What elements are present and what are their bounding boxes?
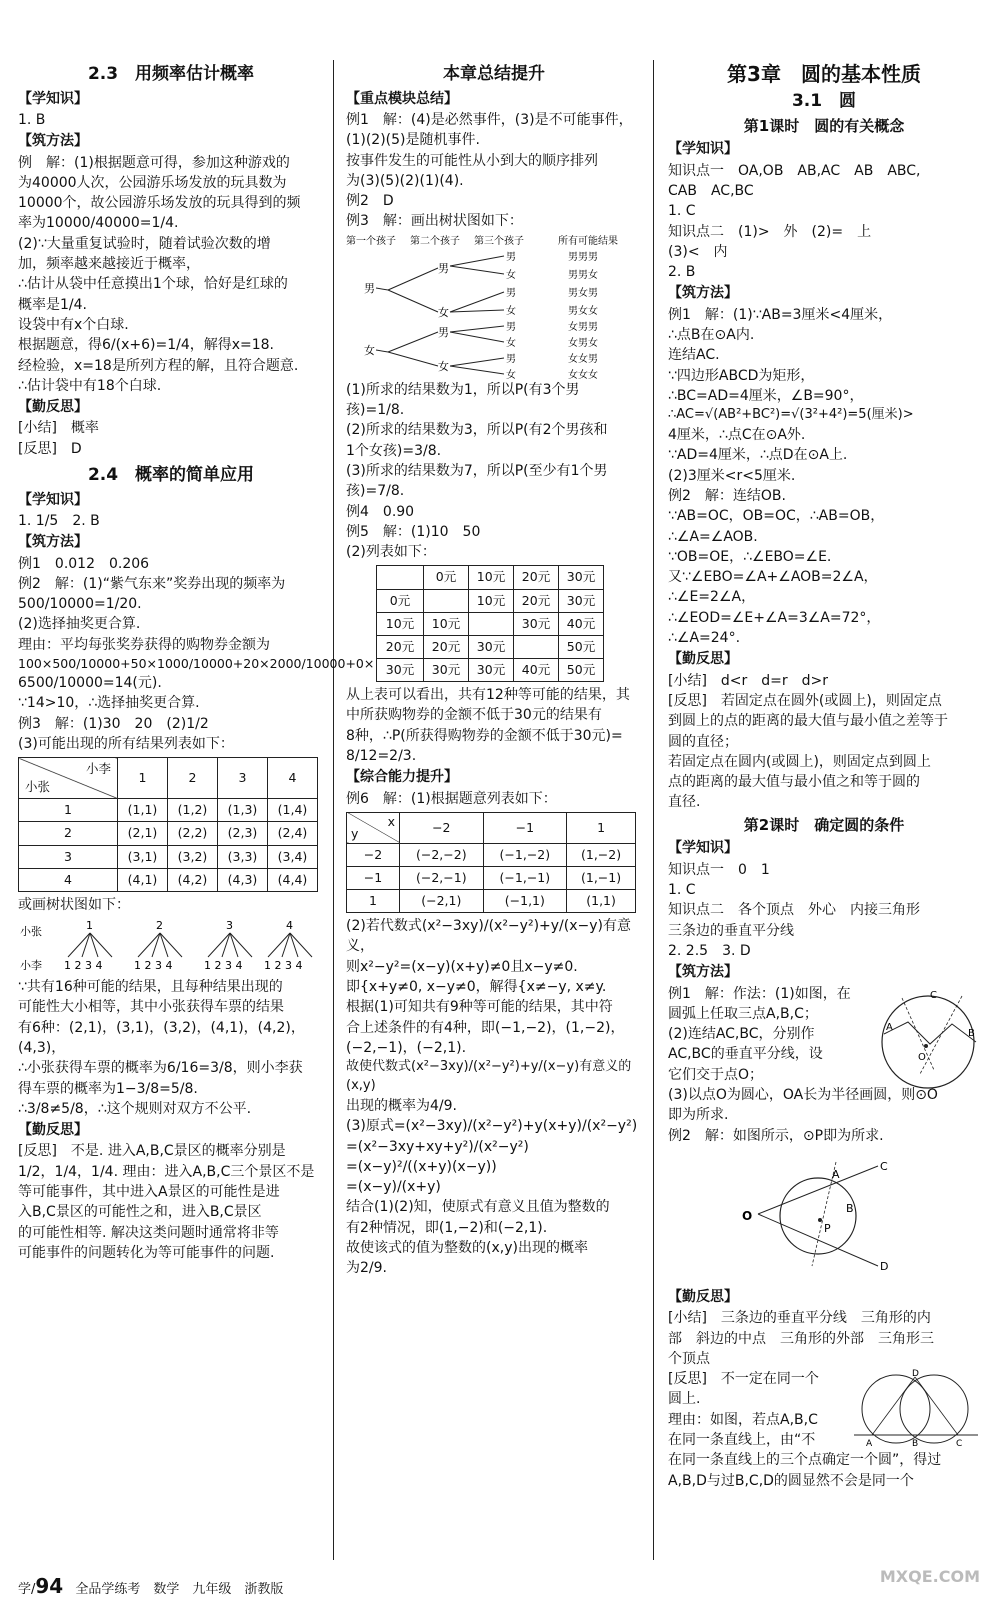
table-cell: 50元: [559, 635, 604, 658]
table-corner-x: x: [387, 813, 395, 829]
table-cell: (2,4): [268, 822, 318, 845]
text-line: (3)以点O为圆心，OA长为半径画圆，则⊙O: [668, 1087, 938, 1104]
text-line: 圆弧上任取三点A,B,C；: [668, 1005, 818, 1022]
lesson-title: 第2课时 确定圆的条件: [743, 815, 905, 834]
text-line: 它们交于点O；: [668, 1066, 764, 1083]
answer: 1. C: [668, 203, 696, 220]
table-cell: 20元: [514, 589, 559, 612]
text-line: 直径.: [668, 794, 701, 811]
text-line: [小结] d<r d=r d>r: [668, 672, 829, 689]
table-col-header: −2: [400, 812, 484, 843]
text-line: 知识点二 (1)> 外 (2)= 上: [668, 223, 872, 240]
text-line: 理由：如图，若点A,B,C: [668, 1411, 818, 1428]
text-line: ∴估计从袋中任意摸出1个球，恰好是红球的: [18, 276, 288, 293]
text-line: 部 斜边的中点 三角形的外部 三角形三: [668, 1330, 934, 1347]
table-cell: (1,1): [118, 799, 168, 822]
text-line: ∴∠A=24°.: [668, 630, 741, 647]
text-line: 到圆上的点的距离的最大值与最小值之差等于: [668, 713, 948, 730]
text-line: (2)∵大量重复试验时，随着试验次数的增: [18, 235, 271, 252]
text-line: ∴∠A=∠AOB.: [668, 528, 758, 545]
text-line: =(x²−3xy+xy+y²)/(x²−y²): [346, 1138, 529, 1155]
table-cell: 30元: [514, 612, 559, 635]
text-line: (2)选择抽奖更合算.: [18, 616, 141, 633]
tag-label: 【 勤反思 】: [668, 649, 980, 669]
text-line: ∵共有16种可能的结果，且每种结果出现的: [18, 979, 283, 996]
tree-node-boy: 男: [506, 251, 516, 263]
tree-node-girl: 女: [438, 359, 449, 373]
table-row-header: 3: [19, 845, 118, 868]
table-row: [377, 635, 604, 658]
tag-label: 【 学知识 】: [668, 139, 980, 159]
text-line: 设袋中有x个白球.: [18, 316, 129, 333]
table-cell: [469, 612, 514, 635]
text-line: 即为所求.: [668, 1107, 729, 1124]
text-line: 有2种情况，即(1,−2)和(−2,1).: [346, 1219, 548, 1236]
text-line: (1)(2)(5)是随机事件.: [346, 132, 480, 149]
text-line: 中所获购物券的金额不低于30元的结果有: [346, 707, 602, 724]
tree-header: 第一个孩子: [346, 235, 396, 247]
text-line: 即{x+y≠0, x−y≠0，解得{x≠−y, x≠y.: [346, 979, 607, 996]
text-line: A,B,D与过B,C,D的圆显然不会是同一个: [668, 1472, 914, 1489]
point-label-c: C: [880, 1159, 888, 1173]
tree-node-girl: 女: [506, 369, 516, 380]
text-line: 圆的直径；: [668, 733, 738, 750]
table-col-header: 30元: [559, 566, 604, 589]
text-line: 按事件发生的可能性从小到大的顺序排列: [346, 152, 598, 169]
text-line: 孩)=7/8.: [346, 483, 405, 500]
table-cell: 30元: [469, 658, 514, 681]
money-table: [376, 565, 604, 682]
table-cell: 40元: [559, 612, 604, 635]
text-line: 例1 0.012 0.206: [18, 555, 150, 572]
table-cell: (−1,−2): [483, 843, 567, 866]
table-cell: (3,4): [268, 845, 318, 868]
tree-node-boy: 男: [438, 261, 449, 275]
table-cell: (3,1): [118, 845, 168, 868]
text-line: 知识点二 各个顶点 外心 内接三角形: [668, 902, 920, 919]
xy-table: [346, 812, 636, 913]
tree-node-boy: 男: [438, 325, 449, 339]
tree-diagram: [18, 915, 324, 977]
table-row: [347, 843, 636, 866]
text-line: (−2,−1)，(−2,1).: [346, 1039, 467, 1056]
text-line: ∵AD=4厘米，∴点D在⊙A上.: [668, 447, 848, 464]
text-line: 100×500/10000+50×1000/10000+20×2000/10000+0×: [18, 656, 375, 671]
text-line: =(x−y)/(x+y): [346, 1179, 441, 1196]
text-line: 1/2，1/4，1/4. 理由：进入A,B,C三个景区不是: [18, 1163, 315, 1180]
point-label-p: P: [824, 1221, 831, 1235]
text-line: 加，频率越来越接近于概率，: [18, 256, 200, 273]
table-cell: (1,−2): [567, 843, 636, 866]
table-cell: 10元: [424, 612, 469, 635]
tree-leaves: 1 2 3 4: [134, 959, 173, 973]
text-line: 知识点一 OA,OB AB,AC AB ABC,: [668, 162, 921, 179]
text-line: ∴∠E=2∠A，: [668, 589, 756, 606]
text-line: 10000个，故公园游乐场发放的玩具得到的频: [18, 195, 301, 212]
table-cell: (3,2): [168, 845, 218, 868]
tree-result: 男男女: [568, 269, 598, 281]
table-corner: [377, 566, 424, 589]
table-cell: (2,1): [118, 822, 168, 845]
text-line: (2)所求的结果数为3，所以P(有2个男孩和: [346, 422, 608, 439]
text-line: 为(3)(5)(2)(1)(4).: [346, 172, 464, 189]
result-table: [18, 757, 318, 892]
point-label-d: D: [912, 1369, 919, 1380]
children-tree-diagram: [346, 232, 642, 380]
text-line: 例1 解：作法：(1)如图，在: [668, 985, 851, 1002]
table-cell: 30元: [559, 589, 604, 612]
column-right: [668, 58, 980, 1491]
section-title: 3.1 圆: [791, 91, 857, 111]
text-line: 例3 解：画出树状图如下：: [346, 213, 523, 230]
table-cell: (−2,−1): [400, 866, 484, 889]
table-row-header: 10元: [377, 612, 424, 635]
text-line: (3)原式=(x²−3xy)/(x²−y²)+y(x+y)/(x²−y²): [346, 1118, 638, 1135]
tag-label: 【 学知识 】: [18, 89, 324, 109]
tree-node-boy: 男: [506, 353, 516, 365]
text-line: 例1 解：(4)是必然事件，(3)是不可能事件，: [346, 111, 633, 128]
tree-node: 4: [286, 919, 293, 933]
tree-node: 1: [86, 919, 93, 933]
section-title: 2.3 用频率估计概率: [87, 64, 255, 84]
tag-label: 【 勤反思 】: [18, 397, 324, 417]
table-row-header: 20元: [377, 635, 424, 658]
text-line: 500/10000=1/20.: [18, 596, 142, 613]
text-line: ∴估计袋中有18个白球.: [18, 377, 162, 394]
text-line: (3)< 内: [668, 243, 728, 260]
table-cell: (2,2): [168, 822, 218, 845]
tree-node: 2: [156, 919, 163, 933]
text-line: 或画树状图如下：: [18, 896, 130, 913]
text-line: 知识点一 0 1: [668, 861, 770, 878]
text-line: 等可能事件，其中进入A景区的可能性是进: [18, 1184, 280, 1201]
text-line: 在同一条直线上，由“不: [668, 1432, 816, 1449]
two-circles-diagram: [850, 1369, 980, 1447]
table-col-header: 10元: [469, 566, 514, 589]
table-row-header: −2: [347, 843, 400, 866]
table-row: [19, 868, 318, 891]
point-label-a: A: [866, 1439, 873, 1448]
table-row: [377, 589, 604, 612]
answer: 2. B: [668, 264, 696, 281]
reflection-with-figure: [668, 1369, 980, 1450]
text-line: 有6种：(2,1)，(3,1)，(3,2)，(4,1)，(4,2)，: [18, 1019, 305, 1036]
watermark: MXQE.COM: [879, 1566, 980, 1586]
tree-node-boy: 男: [364, 281, 375, 295]
answer: 1. C: [668, 882, 696, 899]
text-line: 点的距离的最大值与最小值之和等于圆的: [668, 774, 920, 791]
tree-label-li: 小李: [20, 959, 42, 973]
text-line: 合上述条件的有4种，即(−1,−2)，(1,−2)，: [346, 1019, 625, 1036]
text-line: 的可能性相等. 解决这类问题时通常将非等: [18, 1224, 279, 1241]
tree-leaves: 1 2 3 4: [264, 959, 303, 973]
table-row-header: 2: [19, 822, 118, 845]
text-line: ∵OB=OE，∴∠EBO=∠E.: [668, 548, 832, 565]
text-line: 连结AC.: [668, 347, 720, 364]
point-label-b: B: [968, 1027, 975, 1039]
table-row: [19, 822, 318, 845]
table-row: [377, 658, 604, 681]
tree-result: 男男男: [568, 251, 598, 263]
text-line: 理由：平均每张奖券获得的购物券金额为: [18, 636, 270, 653]
text-line: CAB AC,BC: [668, 182, 754, 199]
table-corner-top: 小李: [85, 761, 111, 777]
table-cell: (4,2): [168, 868, 218, 891]
tree-header: 第二个孩子: [410, 235, 460, 247]
lesson-title: 第1课时 圆的有关概念: [743, 116, 905, 135]
circle-construction-diagram: [872, 984, 980, 1092]
text-line: 经检验，x=18是所列方程的解，且符合题意.: [18, 357, 299, 374]
text-line: ∴小张获得车票的概率为6/16=3/8，则小李获: [18, 1060, 303, 1077]
tree-result: 女男女: [568, 337, 598, 349]
point-label-b: B: [912, 1439, 919, 1448]
section-title: 本章总结提升: [443, 64, 545, 84]
table-cell: (1,4): [268, 799, 318, 822]
text-line: 例1 解：(1)∵AB=3厘米<4厘米，: [668, 306, 893, 323]
table-row-header: −1: [347, 866, 400, 889]
text-line: 为2/9.: [346, 1260, 387, 1277]
text-line: 个顶点: [668, 1350, 710, 1367]
text-line: ∵14>10，∴选择抽奖更合算.: [18, 695, 200, 712]
text-line: 4厘米，∴点C在⊙A外.: [668, 427, 806, 444]
tree-result: 女女男: [568, 353, 598, 365]
tree-header: 所有可能结果: [558, 235, 618, 247]
page-footer: [18, 1572, 283, 1601]
table-col-header: 1: [567, 812, 636, 843]
text-line: [反思] 若固定点在圆外(或圆上)，则固定点: [668, 692, 942, 709]
tag-label: 【 筑方法 】: [668, 962, 980, 982]
footer-text: 全品学练考 数学 九年级 浙教版: [75, 1582, 284, 1597]
text-line: 率为10000/40000=1/4.: [18, 215, 179, 232]
table-cell: (−2,1): [400, 890, 484, 913]
column-divider: [653, 60, 654, 1560]
example-with-figure: [668, 984, 980, 1085]
tree-node-boy: 男: [506, 287, 516, 299]
text-line: 例4 0.90: [346, 503, 415, 520]
text-line: 入B,C景区的可能性之和，进入B,C景区: [18, 1204, 262, 1221]
answer: 1. B: [18, 111, 46, 128]
table-cell: [514, 635, 559, 658]
text-line: 得车票的概率为1−3/8=5/8.: [18, 1080, 198, 1097]
table-cell: 40元: [514, 658, 559, 681]
tag-label: 【 筑方法 】: [668, 283, 980, 303]
tree-result: 男女女: [568, 305, 598, 317]
text-line: ∴AC=√(AB²+BC²)=√(3²+4²)=5(厘米)>: [668, 407, 914, 423]
text-line: AC,BC的垂直平分线，设: [668, 1046, 823, 1063]
text-line: 概率是1/4.: [18, 296, 87, 313]
table-cell: (4,3): [218, 868, 268, 891]
table-row: [19, 845, 318, 868]
table-row-header: 1: [19, 799, 118, 822]
text-line: (1)所求的结果数为1，所以P(有3个男: [346, 381, 580, 398]
text-line: 故使代数式(x²−3xy)/(x²−y²)+y/(x−y)有意义的(x,y): [346, 1059, 632, 1094]
tree-result: 男女男: [568, 287, 598, 299]
tag-label: 【 勤反思 】: [668, 1287, 980, 1307]
table-row: [347, 890, 636, 913]
text-line: ∴3/8≠5/8，∴这个规则对双方不公平.: [18, 1100, 252, 1117]
tree-node-girl: 女: [506, 337, 516, 349]
text-line: 在同一条直线上的三个点确定一个圆”，得过: [668, 1452, 942, 1469]
text-line: 为40000人次，公园游乐场发放的玩具数为: [18, 174, 287, 191]
point-label-d: D: [880, 1259, 889, 1273]
text-line: 圆上.: [668, 1391, 701, 1408]
tree-result: 女男男: [568, 321, 598, 333]
text-line: (2)连结AC,BC，分别作: [668, 1026, 815, 1043]
tag-label: 【 学知识 】: [18, 490, 324, 510]
table-col-header: 4: [268, 758, 318, 799]
tag-label: 【 综合能力提升 】: [346, 767, 642, 787]
text-line: [反思] D: [18, 440, 82, 457]
table-cell: (4,4): [268, 868, 318, 891]
point-label-o: O: [918, 1051, 926, 1063]
table-row-header: 30元: [377, 658, 424, 681]
page-number: 94: [35, 1574, 64, 1598]
point-label-b: B: [846, 1201, 854, 1215]
table-col-header: 1: [118, 758, 168, 799]
text-line: 例6 解：(1)根据题意列表如下：: [346, 790, 557, 807]
tag-label: 【 勤反思 】: [18, 1120, 324, 1140]
text-line: [小结] 概率: [18, 420, 99, 437]
table-row-header: 1: [347, 890, 400, 913]
table-cell: (−1,−1): [483, 866, 567, 889]
text-line: 8种，∴P(所获得购物券的金额不低于30元)=: [346, 727, 623, 744]
text-line: 故使该式的值为整数的(x,y)出现的概率: [346, 1240, 588, 1257]
tree-leaves: 1 2 3 4: [64, 959, 103, 973]
table-cell: (1,−1): [567, 866, 636, 889]
point-label-o: O: [742, 1208, 753, 1223]
table-cell: 30元: [424, 658, 469, 681]
text-line: (2)3厘米<r<5厘米.: [668, 467, 796, 484]
text-line: [反思] 不是. 进入A,B,C景区的概率分别是: [18, 1143, 286, 1160]
answer: 1. 1/5 2. B: [18, 512, 100, 529]
tag-label: 【 筑方法 】: [18, 532, 324, 552]
text-line: 例2 解：连结OB.: [668, 487, 786, 504]
text-line: ∴点B在⊙A内.: [668, 327, 755, 344]
table-cell: 30元: [469, 635, 514, 658]
text-line: 则x²−y²=(x−y)(x+y)≠0且x−y≠0.: [346, 958, 578, 975]
text-line: 出现的概率为4/9.: [346, 1097, 457, 1114]
text-line: 根据题意，得6/(x+6)=1/4，解得x=18.: [18, 337, 275, 354]
text-line: 例2 解：如图所示，⊙P即为所求.: [668, 1127, 884, 1144]
table-cell: 20元: [424, 635, 469, 658]
table-row: [19, 799, 318, 822]
tag-label: 【 学知识 】: [668, 838, 980, 858]
text-line: ∴∠EOD=∠E+∠A=3∠A=72°，: [668, 609, 881, 626]
table-corner-left: 小张: [25, 779, 51, 795]
table-cell: (1,3): [218, 799, 268, 822]
text-line: 三条边的垂直平分线: [668, 922, 794, 939]
tree-node-girl: 女: [506, 269, 516, 281]
table-cell: [424, 589, 469, 612]
text-line: 孩)=1/8.: [346, 402, 405, 419]
table-cell: (−1,1): [483, 890, 567, 913]
table-corner: [19, 758, 118, 799]
text-line: 例2 D: [346, 193, 394, 210]
chapter-title: 第3章 圆的基本性质: [727, 62, 921, 86]
table-corner: [347, 812, 400, 843]
table-row-header: 0元: [377, 589, 424, 612]
text-line: [反思] 不一定在同一个: [668, 1371, 819, 1388]
text-line: 6500/10000=14(元).: [18, 675, 162, 692]
text-line: 例3 解：(1)30 20 (2)1/2: [18, 715, 209, 732]
table-cell: 50元: [559, 658, 604, 681]
text-line: ∵AB=OC，OB=OC，∴AB=OB，: [668, 508, 885, 525]
tree-label-zhang: 小张: [20, 925, 42, 939]
circle-p-diagram: [668, 1146, 980, 1286]
text-line: ∴BC=AD=4厘米，∠B=90°，: [668, 387, 864, 404]
text-line: 例 解：(1)根据题意可得，参加这种游戏的: [18, 154, 290, 171]
text-line: =(x−y)²/((x+y)(x−y)): [346, 1158, 497, 1175]
table-col-header: 2: [168, 758, 218, 799]
text-line: 可能事件的问题转化为等可能事件的问题.: [18, 1244, 275, 1261]
text-line: 可能性大小相等，其中小张获得车票的结果: [18, 999, 284, 1016]
text-line: (2)若代数式(x²−3xy)/(x²−y²)+y/(x−y)有意义，: [346, 918, 631, 955]
text-line: 又∵∠EBO=∠A+∠AOB=2∠A，: [668, 569, 878, 586]
point-label-c: C: [930, 989, 937, 1001]
text-line: (4,3)，: [18, 1040, 66, 1056]
text-line: [小结] 三条边的垂直平分线 三角形的内: [668, 1310, 931, 1327]
table-cell: (1,1): [567, 890, 636, 913]
text-line: 从上表可以看出，共有12种等可能的结果，其: [346, 687, 630, 704]
text-line: (3)可能出现的所有结果列表如下：: [18, 736, 234, 753]
table-col-header: 3: [218, 758, 268, 799]
table-corner-y: y: [351, 825, 359, 841]
point-label-a: A: [886, 1021, 893, 1033]
tree-node-girl: 女: [364, 343, 375, 357]
table-row: [377, 612, 604, 635]
column-middle: [346, 58, 642, 1279]
tree-result: 女女女: [568, 369, 598, 380]
section-title: 2.4 概率的简单应用: [87, 464, 255, 485]
footer-prefix: 学/: [18, 1582, 36, 1597]
table-col-header: 20元: [514, 566, 559, 589]
tree-node: 3: [226, 919, 233, 933]
text-line: 例5 解：(1)10 50: [346, 523, 481, 540]
table-cell: (−2,−2): [400, 843, 484, 866]
text-line: ∵四边形ABCD为矩形，: [668, 367, 815, 384]
point-label-c: C: [956, 1439, 963, 1448]
text-line: (2)列表如下：: [346, 544, 436, 561]
text-line: 结合(1)(2)知，使原式有意义且值为整数的: [346, 1199, 610, 1216]
tree-node-girl: 女: [506, 305, 516, 317]
tree-node-girl: 女: [438, 305, 449, 319]
answer: 2. 2.5 3. D: [668, 942, 751, 959]
tree-header: 第三个孩子: [474, 235, 524, 247]
text-line: (3)所求的结果数为7，所以P(至少有1个男: [346, 462, 608, 479]
point-label-a: A: [832, 1167, 840, 1181]
table-row: [347, 866, 636, 889]
tree-node-boy: 男: [506, 321, 516, 333]
column-divider: [333, 60, 334, 1560]
text-line: 若固定点在圆内(或圆上)，则固定点到圆上: [668, 753, 931, 770]
table-cell: 10元: [469, 589, 514, 612]
table-row-header: 4: [19, 868, 118, 891]
table-cell: (4,1): [118, 868, 168, 891]
text-line: 根据(1)可知共有9种等可能的结果，其中符: [346, 999, 613, 1016]
tag-label: 【 重点模块总结 】: [346, 89, 642, 109]
table-cell: (1,2): [168, 799, 218, 822]
text-line: 例2 解：(1)“紫气东来”奖券出现的频率为: [18, 575, 286, 592]
table-col-header: 0元: [424, 566, 469, 589]
table-cell: (3,3): [218, 845, 268, 868]
tag-label: 【 筑方法 】: [18, 131, 324, 151]
text-line: 8/12=2/3.: [346, 747, 417, 764]
table-col-header: −1: [483, 812, 567, 843]
tree-leaves: 1 2 3 4: [204, 959, 243, 973]
text-line: 1个女孩)=3/8.: [346, 442, 442, 459]
table-cell: (2,3): [218, 822, 268, 845]
